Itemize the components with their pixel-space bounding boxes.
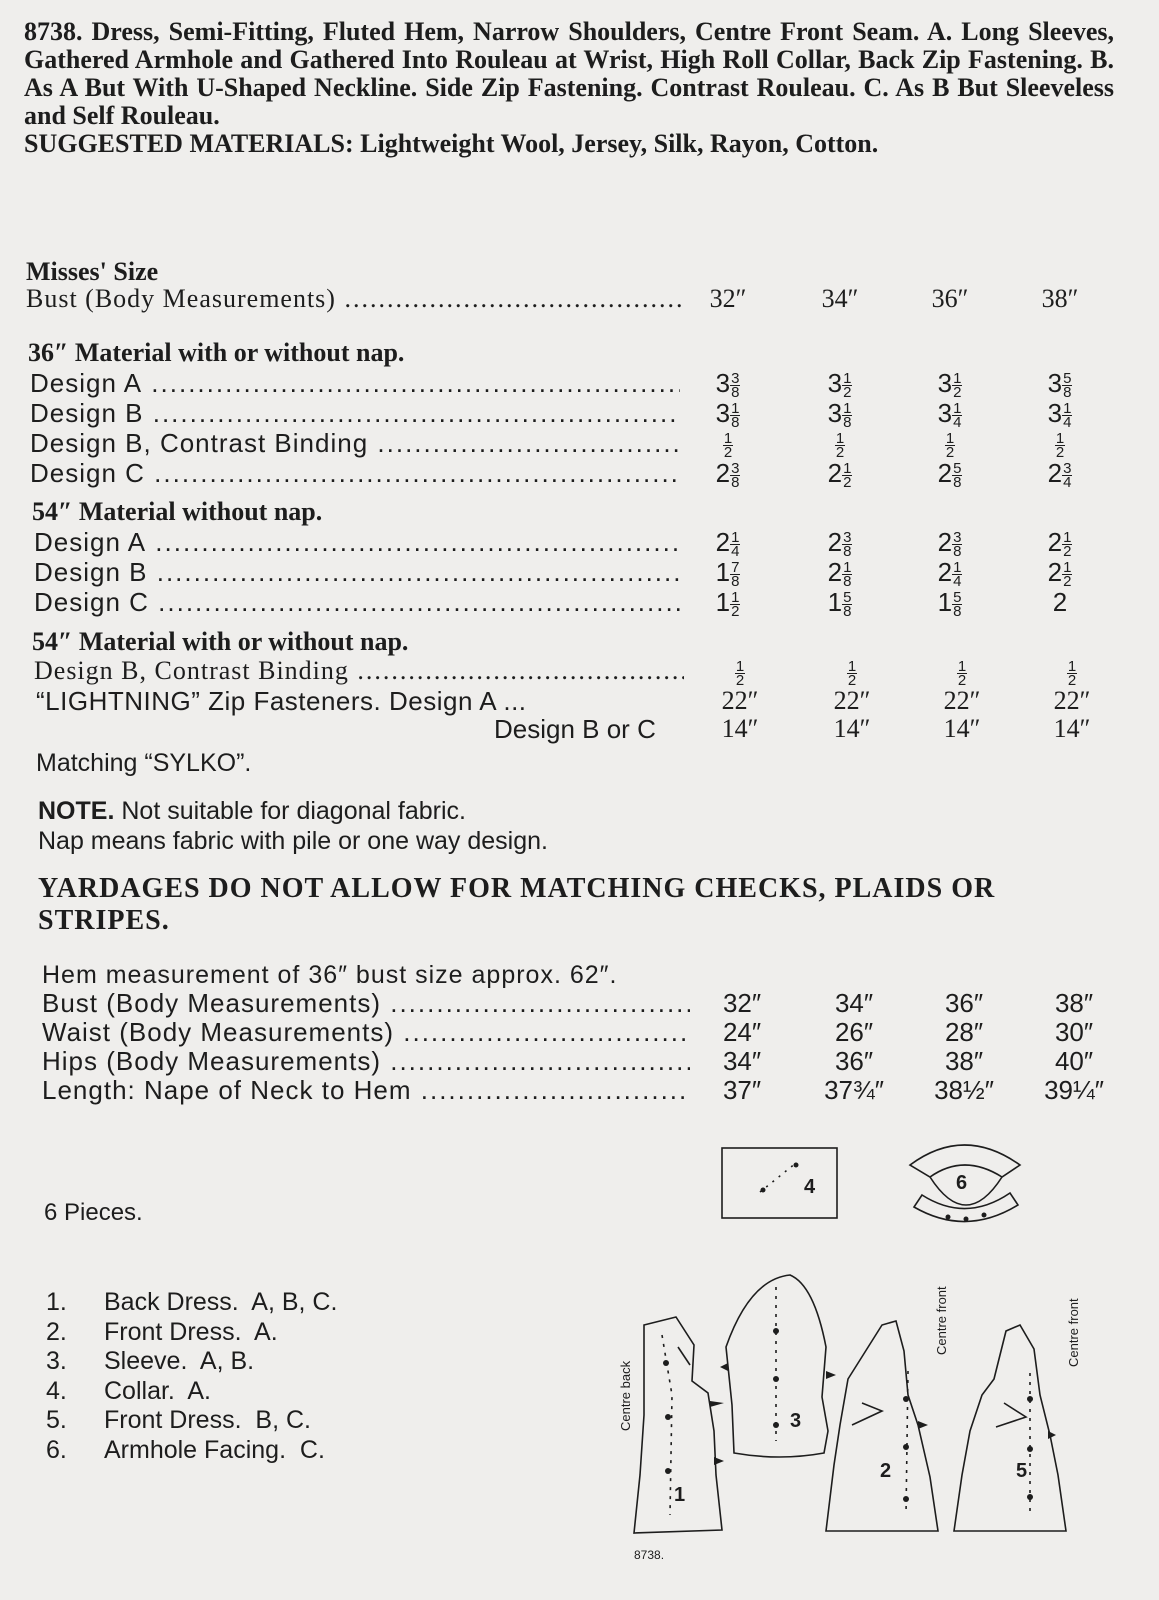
yardage-cell [800,557,880,588]
fraction-denominator: 2 [731,602,740,620]
yardage-cell [688,587,768,618]
yardage-fraction [1062,528,1072,560]
piece-label-4: 4 [804,1176,816,1198]
measurement-row [0,988,1159,1018]
yardage-whole: 2 [1047,458,1063,488]
yardage-row-label: Design A ..... [30,368,680,399]
piece-number: 6. [46,1435,67,1464]
description-text: 8738. Dress, Semi-Fitting, Fluted Hem, Narrow Shoulders, Centre Front Seam. A. Long Sleeves, Gathered Armhole and Gathered Into Rouleau at Wrist, High Roll Collar, Back Zip Fastening. B. As A But With U-Shaped Neckline. Side Zip Fastening. Contrast Rouleau. C. As B But Sleeveless and Self Rouleau. [24,17,1114,130]
fraction-numerator: 1 [953,399,962,417]
fraction-numerator: 1 [1063,399,1072,417]
zip-value: 14″ [1053,714,1091,743]
yardage-value [1047,458,1073,491]
size-value: 38″ [1041,284,1079,313]
piece-label-2: 2 [880,1460,892,1482]
fraction-numerator: 1 [945,429,955,447]
measurement-value: 26″ [834,1017,874,1047]
fraction-denominator: 2 [723,443,733,461]
fraction-denominator: 2 [945,443,955,461]
sylko-note: Matching “SYLKO”. [36,749,252,777]
yardage-cell [800,398,880,429]
yardage-cell [800,428,880,459]
yardage-row [0,368,1159,401]
yardage-row [0,428,1159,461]
fraction-denominator: 2 [1067,671,1077,689]
yardage-value [937,557,963,590]
fraction-numerator: 1 [731,399,740,417]
pieces-count: 6 Pieces. [44,1199,143,1226]
yardage-fraction [842,399,852,431]
yardage-value [937,368,963,401]
fraction-denominator: 8 [953,473,962,491]
piece-number: 5. [46,1406,67,1434]
piece-item [46,1318,337,1348]
yardage-value [723,428,733,461]
yardage-row [0,527,1159,560]
yardage-row [0,587,1159,620]
measurement-label: Length: Nape of Neck to Hem ..... [42,1075,690,1106]
yardage-warning: YARDAGES DO NOT ALLOW FOR MATCHING CHECKS, PLAIDS OR STRIPES. [38,873,996,936]
yardage-fraction [730,558,740,590]
piece-label: Back Dress. A, B, C. [104,1288,338,1316]
zip-value: 22″ [1053,686,1091,715]
yardage-value [1053,587,1067,617]
piece-item [46,1436,337,1466]
yardage-value [827,458,853,491]
zip-value: 22″ [833,686,871,715]
yardage-value [715,368,741,401]
pieces-list [46,1288,337,1465]
piece-label: Armhole Facing. C. [104,1435,325,1464]
fraction-numerator: 5 [1063,369,1072,387]
yardage-fraction [1067,657,1077,689]
yardage-whole: 1 [715,557,731,587]
fraction-denominator: 2 [735,671,745,689]
measurement-row [0,1017,1159,1047]
yardage-fraction [730,399,740,431]
yardage-cell [688,428,768,459]
fraction-numerator: 1 [1063,528,1072,546]
yardage-fraction [952,369,962,401]
fraction-numerator: 3 [953,528,962,546]
measurement-value: 34″ [722,1046,762,1076]
yardage-value [827,398,853,431]
fraction-numerator: 1 [1067,657,1077,675]
yardage-cell [800,368,880,399]
yardage-cell [910,527,990,558]
measurement-value: 37″ [722,1075,762,1105]
zip-a-label: “LIGHTNING” Zip Fasteners. Design A ... [36,686,527,716]
piece-label-3: 3 [790,1410,802,1432]
pattern-description [24,18,1114,158]
yardage-cell [1020,428,1100,459]
fraction-denominator: 8 [731,383,740,401]
yardage-cell [910,368,990,399]
zip-value: 14″ [721,714,759,743]
piece-item [46,1406,337,1436]
fraction-numerator: 1 [735,657,745,675]
yardage-fraction [1062,558,1072,590]
yardage-value [827,557,853,590]
yardage-whole: 2 [1047,527,1063,557]
fraction-denominator: 4 [953,413,962,431]
mat36-heading: 36″ Material with or without nap. [28,338,405,367]
yardage-whole: 1 [827,587,843,617]
yardage-fraction [952,558,962,590]
fraction-denominator: 8 [953,602,962,620]
fraction-numerator: 3 [731,369,740,387]
yardage-row-label: Design C ..... [34,587,680,618]
fraction-denominator: 8 [731,572,740,590]
yardage-value [715,587,741,620]
yardage-cell [1020,557,1100,588]
hem-measurement: Hem measurement of 36″ bust size approx. 62″. [42,961,618,989]
yardage-cell [910,587,990,618]
yardage-value [827,587,853,620]
fraction-denominator: 2 [953,383,962,401]
fraction-denominator: 8 [843,413,852,431]
yardage-fraction [842,528,852,560]
piece-label: Front Dress. A. [104,1317,278,1346]
note-line-2: Nap means fabric with pile or one way design. [38,827,548,855]
yardage-whole: 2 [715,458,731,488]
fraction-denominator: 2 [843,473,852,491]
yardage-whole: 3 [937,398,953,428]
piece-label: Collar. A. [104,1376,211,1405]
piece-number: 2. [46,1317,67,1346]
fraction-denominator: 2 [843,383,852,401]
fraction-denominator: 4 [731,542,740,560]
yardage-cell [688,527,768,558]
yardage-whole: 1 [715,587,731,617]
bust-size-row [0,284,1159,314]
yardage-fraction [957,657,967,689]
measurement-label: Bust (Body Measurements) ..... [42,988,690,1019]
yardage-whole: 2 [937,458,953,488]
yardage-fraction [1062,459,1072,491]
fraction-denominator: 8 [731,473,740,491]
yardage-cell [910,557,990,588]
yardage-fraction [952,588,962,620]
yardage-row [0,458,1159,491]
pattern-code: 8738. [634,1548,665,1562]
fraction-numerator: 5 [953,459,962,477]
yardage-whole: 3 [1047,398,1063,428]
fraction-numerator: 5 [843,588,852,606]
note-heading: NOTE. [38,797,115,825]
yardage-fraction [723,429,733,461]
yardage-whole: 2 [827,557,843,587]
yardage-fraction [1062,369,1072,401]
yardage-row-label: Design B ..... [30,398,680,429]
fraction-denominator: 8 [843,542,852,560]
centre-front-label-a: Centre front [934,1286,949,1355]
yardage-whole: 2 [937,557,953,587]
yardage-fraction [730,528,740,560]
fraction-numerator: 1 [953,558,962,576]
measurement-row [0,1075,1159,1105]
measurement-value: 30″ [1054,1017,1094,1047]
yardage-value [1047,557,1073,590]
yardage-fraction [945,429,955,461]
yardage-fraction [735,657,745,689]
yardage-whole: 3 [715,398,731,428]
yardage-fraction [842,459,852,491]
zip-a-row [0,686,1159,716]
zip-bc-row [0,714,1159,744]
measurement-value: 40″ [1054,1046,1094,1076]
yardage-value [735,656,745,689]
measurement-value: 28″ [944,1017,984,1047]
yardage-cell [688,557,768,588]
note-line-1: Not suitable for diagonal fabric. [121,797,467,825]
size-value: 34″ [821,284,859,313]
measurement-value: 34″ [834,988,874,1018]
size-value: 36″ [931,284,969,313]
fraction-numerator: 1 [723,429,733,447]
measurement-value: 38½″ [934,1075,994,1105]
yardage-cell [1020,587,1100,618]
yardage-fraction [842,588,852,620]
fraction-denominator: 8 [843,572,852,590]
yardage-value [715,458,741,491]
fraction-numerator: 3 [731,459,740,477]
fraction-numerator: 3 [843,528,852,546]
fraction-numerator: 7 [731,558,740,576]
yardage-cell [688,398,768,429]
zip-bc-label: Design B or C [494,714,656,744]
piece-item [46,1377,337,1407]
size-value: 32″ [709,284,747,313]
yardage-row-label: Design C ..... [30,458,680,489]
piece-label-5: 5 [1016,1460,1028,1482]
yardage-value [937,458,963,491]
fraction-denominator: 2 [957,671,967,689]
piece-label: Front Dress. B, C. [104,1406,311,1434]
yardage-whole: 3 [937,368,953,398]
misses-size-heading: Misses' Size [26,257,159,286]
mat54b-heading: 54″ Material with or without nap. [32,627,409,656]
yardage-fraction [1062,399,1072,431]
yardage-fraction [730,369,740,401]
yardage-cell [688,368,768,399]
yardage-cell [1032,656,1112,687]
fraction-denominator: 8 [731,413,740,431]
yardage-value [715,398,741,431]
yardage-value [715,557,741,590]
yardage-value [937,527,963,560]
piece-number: 3. [46,1347,67,1375]
fraction-numerator: 1 [835,429,845,447]
mat54b-binding-row [0,656,1159,689]
yardage-value [847,656,857,689]
fraction-denominator: 8 [1063,383,1072,401]
fraction-denominator: 8 [953,542,962,560]
piece-number: 1. [46,1288,67,1316]
collar-piece [722,1148,837,1218]
measurement-value: 24″ [722,1017,762,1047]
mat54-heading: 54″ Material without nap. [32,497,323,526]
yardage-fraction [952,459,962,491]
yardage-value [1047,368,1073,401]
yardage-cell [800,587,880,618]
centre-front-label-b: Centre front [1066,1298,1081,1367]
yardage-value [937,398,963,431]
yardage-cell [688,458,768,489]
fraction-numerator: 1 [843,459,852,477]
yardage-cell [910,428,990,459]
yardage-fraction [952,399,962,431]
measurement-label: Waist (Body Measurements) ..... [42,1017,690,1048]
yardage-whole: 3 [715,368,731,398]
measurement-value: 38″ [1054,988,1094,1018]
fraction-denominator: 2 [1055,443,1065,461]
fraction-numerator: 1 [843,399,852,417]
yardage-value [715,527,741,560]
yardage-cell [700,656,780,687]
yardage-whole: 2 [715,527,731,557]
yardage-value [1047,398,1073,431]
yardage-cell [800,527,880,558]
yardage-value [937,587,963,620]
yardage-cell [1020,527,1100,558]
fraction-denominator: 4 [953,572,962,590]
fraction-numerator: 1 [1063,558,1072,576]
piece-number: 4. [46,1376,67,1405]
fraction-numerator: 3 [1063,459,1072,477]
yardage-cell [1020,458,1100,489]
measurement-value: 32″ [722,988,762,1018]
yardage-cell [910,458,990,489]
yardage-value [945,428,955,461]
yardage-whole: 2 [1052,587,1068,617]
yardage-fraction [1055,429,1065,461]
yardage-row-label: Design B ..... [34,557,680,588]
yardage-value [957,656,967,689]
suggested-materials: SUGGESTED MATERIALS: Lightweight Wool, Jersey, Silk, Rayon, Cotton. [24,129,879,158]
yardage-cell [800,458,880,489]
measurement-value: 39¼″ [1044,1075,1104,1105]
yardage-cell [922,656,1002,687]
fraction-numerator: 1 [953,369,962,387]
fraction-numerator: 1 [843,369,852,387]
yardage-fraction [842,369,852,401]
yardage-value [1047,527,1073,560]
yardage-cell [1020,368,1100,399]
yardage-whole: 2 [827,527,843,557]
mat54b-binding-label: Design B, Contrast Binding ..... [34,656,684,686]
fraction-denominator: 2 [1063,542,1072,560]
yardage-row-label: Design A ..... [34,527,680,558]
yardage-whole: 1 [937,587,953,617]
centre-back-label: Centre back [618,1360,633,1431]
pattern-pieces-diagram [600,1135,1120,1565]
yardage-value [1055,428,1065,461]
fraction-numerator: 1 [731,588,740,606]
fraction-numerator: 1 [731,528,740,546]
fraction-denominator: 4 [1063,413,1072,431]
zip-value: 14″ [833,714,871,743]
measurement-value: 36″ [944,988,984,1018]
zip-value: 22″ [943,686,981,715]
fraction-numerator: 5 [953,588,962,606]
zip-value: 14″ [943,714,981,743]
piece-item [46,1288,337,1318]
fraction-denominator: 2 [835,443,845,461]
yardage-whole: 3 [827,398,843,428]
piece-label: Sleeve. A, B. [104,1347,255,1375]
piece-label-6: 6 [956,1172,968,1194]
yardage-cell [910,398,990,429]
yardage-value [827,368,853,401]
sleeve-piece [726,1275,828,1457]
bust-size-label: Bust (Body Measurements) ..... [26,284,686,314]
yardage-fraction [842,558,852,590]
yardage-fraction [847,657,857,689]
fraction-numerator: 1 [847,657,857,675]
yardage-row-label: Design B, Contrast Binding ..... [30,428,680,459]
yardage-value [1067,656,1077,689]
measurement-row [0,1046,1159,1076]
yardage-whole: 3 [827,368,843,398]
yardage-cell [812,656,892,687]
yardage-fraction [730,588,740,620]
fraction-numerator: 1 [957,657,967,675]
yardage-cell [1020,398,1100,429]
measurement-value: 37¾″ [824,1075,884,1105]
fraction-denominator: 2 [847,671,857,689]
front-dress-bc-piece [954,1325,1066,1531]
yardage-row [0,398,1159,431]
yardage-fraction [952,528,962,560]
fraction-numerator: 1 [843,558,852,576]
yardage-fraction [730,459,740,491]
note-block [38,796,548,856]
yardage-value [827,527,853,560]
yardage-value [835,428,845,461]
piece-label-1: 1 [674,1484,686,1506]
yardage-fraction [835,429,845,461]
piece-item [46,1347,337,1377]
measurement-value: 36″ [834,1046,874,1076]
yardage-whole: 3 [1047,368,1063,398]
measurement-label: Hips (Body Measurements) ..... [42,1046,690,1077]
yardage-whole: 2 [827,458,843,488]
measurement-value: 38″ [944,1046,984,1076]
fraction-denominator: 4 [1063,473,1072,491]
zip-value: 22″ [721,686,759,715]
yardage-whole: 2 [937,527,953,557]
yardage-row [0,557,1159,590]
fraction-denominator: 2 [1063,572,1072,590]
fraction-denominator: 8 [843,602,852,620]
fraction-numerator: 1 [1055,429,1065,447]
yardage-whole: 2 [1047,557,1063,587]
